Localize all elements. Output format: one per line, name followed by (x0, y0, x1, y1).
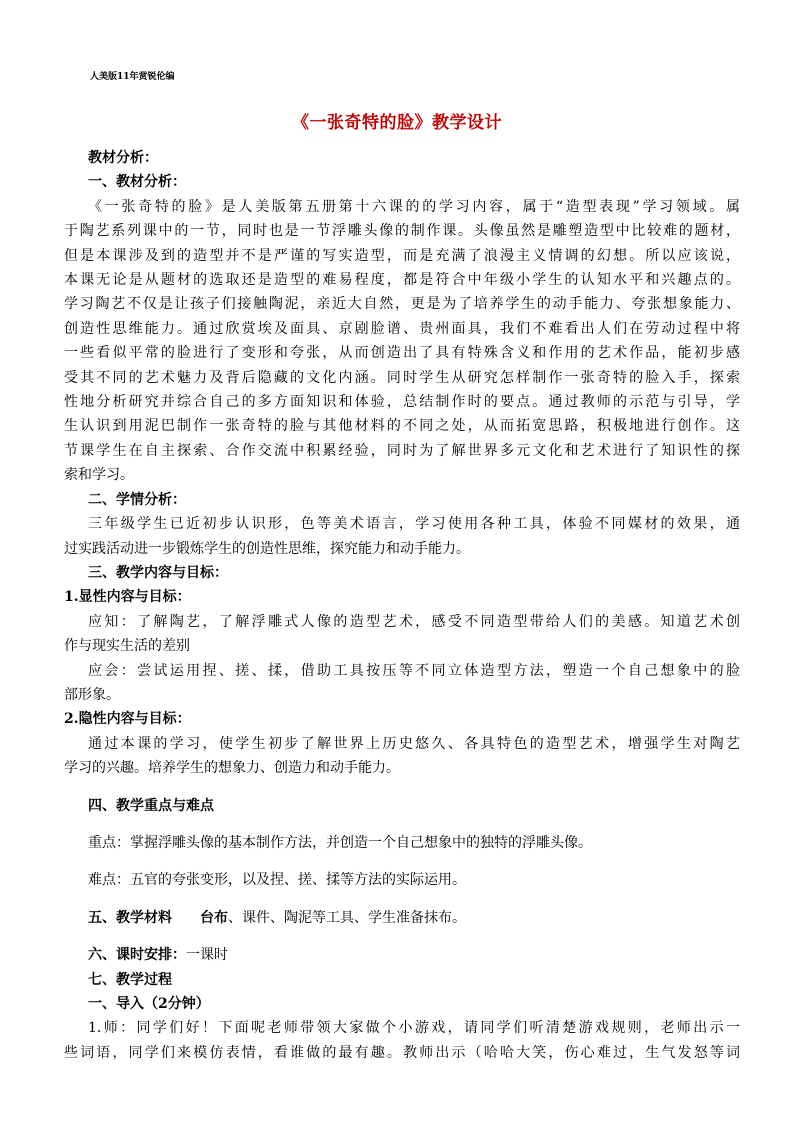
keshi-value: 一课时 (186, 947, 228, 964)
text-line: 性地分析研究并综合自己的多方面知识和体验，总结制作时的要点。通过教师的示范与引导，学 (64, 394, 740, 411)
heading-neirong: 三、教学内容与目标： (88, 564, 228, 581)
text-line: 过实践活动进一步锻炼学生的创造性思维，探究能力和动手能力。 (64, 540, 470, 557)
text-line: 1.师：同学们好！下面呢老师带领大家做个小游戏，请同学们听清楚游戏规则，老师出示一 (88, 1020, 740, 1037)
text-line: 生认识到用泥巴制作一张奇特的脸与其他材料的不同之处，从而拓宽思路，积极地进行创作。这 (64, 418, 740, 435)
text-line: 一些看似平常的脸进行了变形和夸张，从而创造出了具有特殊含义和作用的艺术作品，能初步感 (64, 345, 740, 362)
heading-xianxing: 1.显性内容与目标： (64, 589, 191, 606)
text-zhongdian: 重点：掌握浮雕头像的基本制作方法，并创造一个自己想象中的独特的浮雕头像。 (88, 834, 592, 851)
text-line: 作与现实生活的差别 (64, 638, 190, 655)
text-line: 部形象。 (64, 686, 120, 703)
heading-guocheng: 七、教学过程 (88, 971, 172, 988)
paragraph-daoru (64, 1016, 740, 1065)
text-line: 《一张奇特的脸》是人美版第五册第十六课的的学习内容，属于“造型表现”学习领域。属 (88, 198, 740, 215)
text-line: 但是本课涉及到的造型并不是严谨的写实造型，而是充满了浪漫主义情调的幻想。所以应该说， (64, 247, 740, 264)
text-line: 节课学生在自主探索、合作交流中积累经验，同时为了解世界多元文化和艺术进行了知识性的探 (64, 442, 740, 459)
heading-jiaocai: 一、教材分析： (88, 174, 186, 191)
text-line: 于陶艺系列课中的一节，同时也是一节浮雕头像的制作课。头像虽然是雕塑造型中比较难的题材， (64, 223, 740, 240)
text-line: 应会：尝试运用捏、搓、揉，借助工具按压等不同立体造型方法，塑造一个自己想象中的脸 (88, 662, 740, 679)
heading-daoru: 一、导入（2分钟） (88, 996, 210, 1012)
document-body (64, 146, 740, 1065)
heading-zhongdian: 四、教学重点与难点 (88, 797, 214, 814)
text-line: 受其不同的艺术魅力及背后隐藏的文化内涵。同时学生从研究怎样制作一张奇特的脸入手，探索 (64, 369, 740, 386)
keshi-line (64, 943, 740, 967)
text-line: 些词语，同学们来模仿表情，看谁做的最有趣。教师出示（哈哈大笑，伤心难过，生气发怒等词 (64, 1044, 740, 1061)
text-line: 创造性思维能力。通过欣赏埃及面具、京剧脸谱、贵州面具，我们不难看出人们在劳动过程中将 (64, 320, 740, 337)
document-title: 《一张奇特的脸》教学设计 (292, 113, 502, 133)
text-line: 索和学习。 (64, 467, 134, 484)
text-line: 学习陶艺不仅是让孩子们接触陶泥，亲近大自然，更是为了培养学生的动手能力、夸张想象能力、 (64, 296, 740, 313)
heading-jiaocai-top: 教材分析： (88, 150, 158, 166)
heading-xueqing: 二、学情分析： (88, 491, 186, 508)
paragraph-yinxing (64, 732, 740, 781)
cailiao-rest: 、课件、陶泥等工具、学生准备抹布。 (228, 909, 466, 926)
heading-keshi: 六、课时安排： (88, 947, 186, 964)
text-line: 学习的兴趣。培养学生的想象力、创造力和动手能力。 (64, 760, 400, 777)
header-note: 人美版11年赏锐伦编 (90, 72, 175, 82)
heading-yinxing: 2.隐性内容与目标： (64, 711, 191, 728)
text-nandian: 难点：五官的夸张变形，以及捏、搓、揉等方法的实际运用。 (88, 872, 466, 889)
heading-cailiao: 五、教学材料 (88, 909, 172, 926)
text-line: 本课无论是从题材的选取还是造型的难易程度，都是符合中年级小学生的认知水平和兴趣点的。 (64, 272, 740, 289)
text-line: 应知：了解陶艺，了解浮雕式人像的造型艺术，感受不同造型带给人们的美感。知道艺术创 (88, 613, 740, 630)
cailiao-line (64, 906, 740, 930)
paragraph-xianxing (64, 610, 740, 708)
paragraph-jiaocai (64, 195, 740, 488)
text-line: 通过本课的学习，使学生初步了解世界上历史悠久、各具特色的造型艺术，增强学生对陶艺 (88, 735, 740, 752)
paragraph-xueqing (64, 512, 740, 561)
cailiao-bold-part: 台布 (200, 909, 228, 926)
text-line: 三年级学生已近初步认识形，色等美术语言，学习使用各种工具，体验不同媒材的效果，通 (88, 516, 740, 533)
